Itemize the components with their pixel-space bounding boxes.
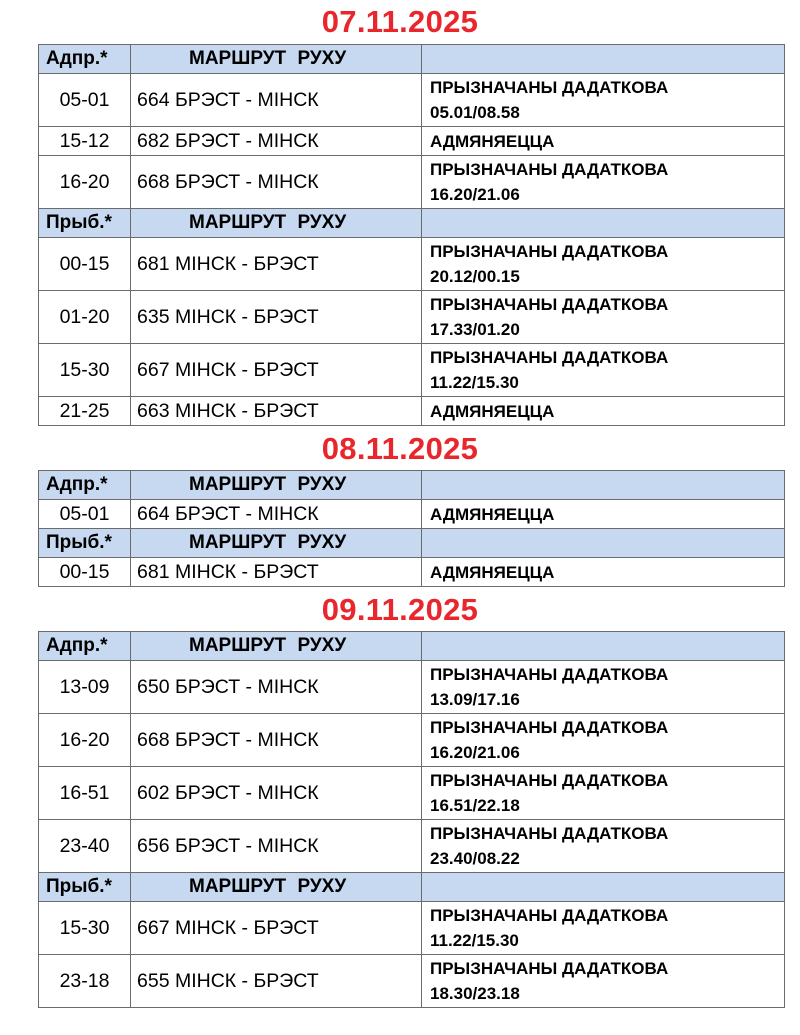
route-cell: 664 БРЭСТ - МІНСК — [131, 74, 422, 127]
time-cell: 01-20 — [39, 291, 131, 344]
table-row — [39, 714, 785, 767]
header-note-cell — [422, 209, 785, 238]
date-title: 08.11.2025 — [321, 431, 479, 466]
status-note-cell — [422, 74, 785, 127]
time-cell: 00-15 — [39, 558, 131, 587]
table-row — [39, 500, 785, 529]
route-cell: 602 БРЭСТ - МІНСК — [131, 767, 422, 820]
status-note-times: 20.12/00.15 — [430, 267, 520, 286]
section-header-row — [39, 471, 785, 500]
status-note-cell — [422, 238, 785, 291]
status-note-cell — [422, 291, 785, 344]
schedule-table — [38, 470, 785, 587]
status-note-times: 05.01/08.58 — [430, 103, 520, 122]
time-cell: 00-15 — [39, 238, 131, 291]
status-note-line: ПРЫЗНАЧАНЫ ДАДАТКОВА — [430, 348, 669, 367]
header-code-cell: Адпр.* — [39, 632, 131, 661]
header-route-cell: МАРШРУТ РУХУ — [131, 45, 422, 74]
time-cell: 15-30 — [39, 344, 131, 397]
status-note-line: ПРЫЗНАЧАНЫ ДАДАТКОВА — [430, 295, 669, 314]
status-note-times: 11.22/15.30 — [430, 373, 519, 392]
status-note-line: ПРЫЗНАЧАНЫ ДАДАТКОВА — [430, 906, 669, 925]
header-note-cell — [422, 45, 785, 74]
header-note-cell — [422, 529, 785, 558]
table-row — [39, 820, 785, 873]
status-note-cell — [422, 127, 785, 156]
time-cell: 05-01 — [39, 74, 131, 127]
table-row — [39, 127, 785, 156]
route-cell: 650 БРЭСТ - МІНСК — [131, 661, 422, 714]
status-note-line: ПРЫЗНАЧАНЫ ДАДАТКОВА — [430, 160, 669, 179]
status-note-times: 11.22/15.30 — [430, 931, 519, 950]
header-route-cell: МАРШРУТ РУХУ — [131, 632, 422, 661]
time-cell: 21-25 — [39, 397, 131, 426]
table-row — [39, 902, 785, 955]
table-row — [39, 74, 785, 127]
status-note-line: АДМЯНЯЕЦЦА — [430, 131, 555, 151]
section-header-row — [39, 529, 785, 558]
time-cell: 16-20 — [39, 714, 131, 767]
table-row — [39, 661, 785, 714]
section-header-row — [39, 632, 785, 661]
time-cell: 15-12 — [39, 127, 131, 156]
date-title: 09.11.2025 — [321, 592, 479, 627]
route-cell: 664 БРЭСТ - МІНСК — [131, 500, 422, 529]
table-row — [39, 955, 785, 1008]
status-note-line: ПРЫЗНАЧАНЫ ДАДАТКОВА — [430, 824, 669, 843]
status-note-line: АДМЯНЯЕЦЦА — [430, 562, 555, 582]
status-note-line: ПРЫЗНАЧАНЫ ДАДАТКОВА — [430, 242, 669, 261]
time-cell: 13-09 — [39, 661, 131, 714]
status-note-cell — [422, 955, 785, 1008]
time-cell: 16-51 — [39, 767, 131, 820]
header-note-cell — [422, 873, 785, 902]
header-note-cell — [422, 471, 785, 500]
status-note-line: ПРЫЗНАЧАНЫ ДАДАТКОВА — [430, 78, 669, 97]
status-note-cell — [422, 156, 785, 209]
time-cell: 23-18 — [39, 955, 131, 1008]
status-note-times: 13.09/17.16 — [430, 690, 520, 709]
route-cell: 667 МІНСК - БРЭСТ — [131, 344, 422, 397]
header-code-cell: Прыб.* — [39, 873, 131, 902]
status-note-times: 16.51/22.18 — [430, 796, 520, 815]
table-row — [39, 767, 785, 820]
date-title: 07.11.2025 — [321, 4, 479, 39]
header-route-cell: МАРШРУТ РУХУ — [131, 209, 422, 238]
route-cell: 663 МІНСК - БРЭСТ — [131, 397, 422, 426]
time-cell: 16-20 — [39, 156, 131, 209]
section-header-row — [39, 873, 785, 902]
route-cell: 668 БРЭСТ - МІНСК — [131, 714, 422, 767]
route-cell: 681 МІНСК - БРЭСТ — [131, 238, 422, 291]
table-row — [39, 344, 785, 397]
status-note-cell — [422, 344, 785, 397]
status-note-line: АДМЯНЯЕЦЦА — [430, 401, 555, 421]
route-cell: 656 БРЭСТ - МІНСК — [131, 820, 422, 873]
status-note-line: АДМЯНЯЕЦЦА — [430, 504, 555, 524]
route-cell: 635 МІНСК - БРЭСТ — [131, 291, 422, 344]
table-row — [39, 156, 785, 209]
status-note-times: 16.20/21.06 — [430, 743, 520, 762]
route-cell: 668 БРЭСТ - МІНСК — [131, 156, 422, 209]
table-row — [39, 291, 785, 344]
status-note-times: 18.30/23.18 — [430, 984, 520, 1003]
header-route-cell: МАРШРУТ РУХУ — [131, 529, 422, 558]
table-row — [39, 238, 785, 291]
time-cell: 23-40 — [39, 820, 131, 873]
route-cell: 667 МІНСК - БРЭСТ — [131, 902, 422, 955]
status-note-times: 16.20/21.06 — [430, 185, 520, 204]
status-note-line: ПРЫЗНАЧАНЫ ДАДАТКОВА — [430, 718, 669, 737]
time-cell: 15-30 — [39, 902, 131, 955]
header-code-cell: Адпр.* — [39, 45, 131, 74]
status-note-line: ПРЫЗНАЧАНЫ ДАДАТКОВА — [430, 959, 669, 978]
time-cell: 05-01 — [39, 500, 131, 529]
route-cell: 655 МІНСК - БРЭСТ — [131, 955, 422, 1008]
status-note-cell — [422, 820, 785, 873]
header-note-cell — [422, 632, 785, 661]
status-note-times: 23.40/08.22 — [430, 849, 520, 868]
status-note-times: 17.33/01.20 — [430, 320, 520, 339]
status-note-cell — [422, 714, 785, 767]
section-header-row — [39, 209, 785, 238]
status-note-cell — [422, 558, 785, 587]
status-note-line: ПРЫЗНАЧАНЫ ДАДАТКОВА — [430, 771, 669, 790]
status-note-cell — [422, 397, 785, 426]
status-note-cell — [422, 902, 785, 955]
route-cell: 681 МІНСК - БРЭСТ — [131, 558, 422, 587]
route-cell: 682 БРЭСТ - МІНСК — [131, 127, 422, 156]
status-note-cell — [422, 767, 785, 820]
header-code-cell: Прыб.* — [39, 209, 131, 238]
header-route-cell: МАРШРУТ РУХУ — [131, 873, 422, 902]
table-row — [39, 558, 785, 587]
header-code-cell: Адпр.* — [39, 471, 131, 500]
status-note-line: ПРЫЗНАЧАНЫ ДАДАТКОВА — [430, 665, 669, 684]
status-note-cell — [422, 661, 785, 714]
section-header-row — [39, 45, 785, 74]
table-row — [39, 397, 785, 426]
header-code-cell: Прыб.* — [39, 529, 131, 558]
status-note-cell — [422, 500, 785, 529]
schedule-table — [38, 44, 785, 426]
header-route-cell: МАРШРУТ РУХУ — [131, 471, 422, 500]
schedule-table — [38, 631, 785, 1008]
